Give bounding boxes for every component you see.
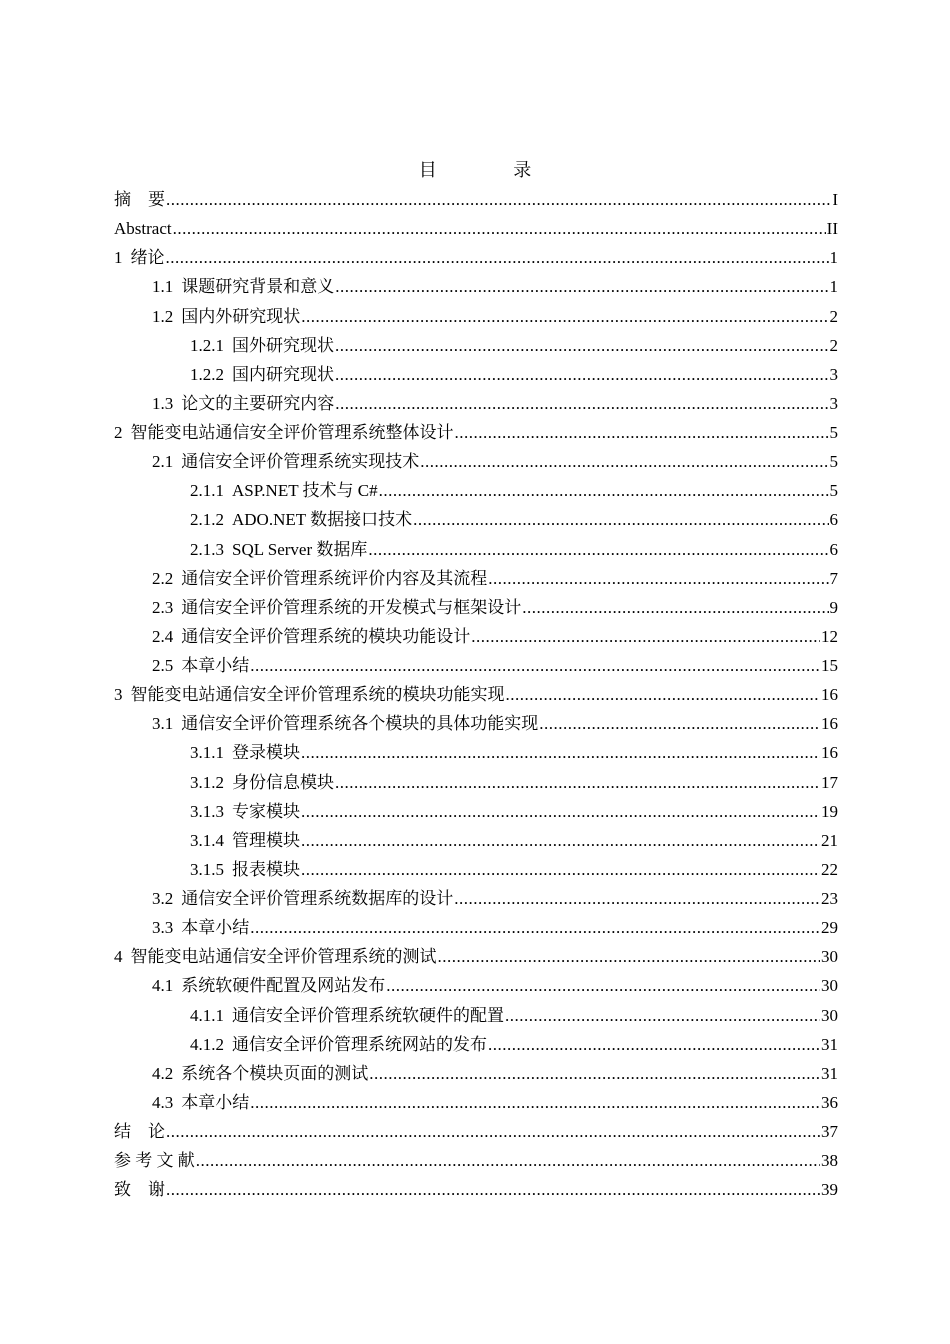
toc-dot-leader (301, 302, 828, 331)
toc-entry-label: 通信安全评价管理系统网站的发布 (232, 1034, 487, 1054)
toc-entry-label: 论文的主要研究内容 (181, 393, 335, 413)
toc-entry-label: 通信安全评价管理系统软硬件的配置 (232, 1005, 504, 1025)
toc-entry-number: 4.2 (152, 1063, 174, 1083)
toc-entry[interactable] (114, 564, 838, 593)
toc-dot-leader (250, 913, 820, 942)
toc-dot-leader (386, 971, 820, 1000)
toc-dot-leader (301, 826, 820, 855)
toc-entry-label: 系统各个模块页面的测试 (181, 1063, 369, 1083)
toc-dot-leader (166, 1175, 820, 1204)
toc-entry-page: 16 (821, 685, 838, 705)
toc-entry-label: 通信安全评价管理系统的模块功能设计 (181, 626, 471, 646)
toc-dot-leader (522, 593, 828, 622)
toc-entry-page: 23 (821, 889, 838, 908)
toc-entry-page: II (826, 219, 838, 239)
toc-entry-label: Abstract (114, 219, 172, 239)
toc-dot-leader (196, 1146, 820, 1175)
toc-entry-label: 绪论 (130, 248, 165, 268)
toc-entry-number: 2.2 (152, 568, 174, 588)
toc-entry[interactable] (114, 272, 838, 301)
toc-entry[interactable] (114, 1146, 838, 1175)
toc-entry-number: 4 (114, 947, 123, 967)
toc-dot-leader (335, 272, 828, 301)
toc-entry[interactable] (114, 331, 838, 360)
toc-entry[interactable] (114, 360, 838, 389)
toc-entry-label: 专家模块 (232, 801, 300, 821)
toc-entry-label: 国内外研究现状 (181, 306, 301, 326)
toc-entry-page: 37 (821, 1122, 838, 1141)
toc-entry-page: 3 (829, 364, 838, 384)
toc-entry-page: 5 (829, 452, 838, 472)
toc-dot-leader (301, 738, 820, 767)
toc-entry-label: 通信安全评价管理系统数据库的设计 (181, 889, 454, 908)
toc-entry[interactable] (114, 855, 838, 884)
toc-dot-leader (301, 855, 820, 884)
toc-entry-number: 2.1.2 (190, 510, 224, 530)
toc-entry-label: 系统软硬件配置及网站发布 (181, 976, 386, 996)
toc-entry[interactable] (114, 214, 838, 243)
toc-entry[interactable] (114, 389, 838, 418)
toc-entry[interactable] (114, 826, 838, 855)
toc-entry-page: 12 (821, 626, 838, 646)
toc-dot-leader (335, 360, 829, 389)
toc-entry[interactable] (114, 505, 838, 534)
toc-entry-page: 2 (829, 306, 838, 326)
toc-entry-page: I (832, 190, 838, 209)
toc-entry-page: 38 (821, 1151, 838, 1171)
toc-entry[interactable] (114, 1088, 838, 1117)
toc-entry-number: 3.1.3 (190, 801, 224, 821)
toc-entry[interactable] (114, 913, 838, 942)
toc-entry[interactable] (114, 1117, 838, 1146)
toc-entry-page: 6 (829, 539, 838, 559)
toc-entry-label: 本章小结 (181, 1092, 250, 1112)
toc-entry[interactable] (114, 942, 838, 971)
toc-dot-leader (471, 622, 820, 651)
toc-dot-leader (488, 1030, 820, 1059)
toc-entry-page: 1 (829, 248, 838, 268)
toc-entry-label: 结 论 (114, 1122, 165, 1141)
toc-entry-page: 16 (821, 743, 838, 763)
toc-entry-label: 报表模块 (232, 859, 300, 879)
toc-entry[interactable] (114, 1059, 838, 1088)
toc-entry-page: 19 (821, 801, 838, 821)
toc-entry-number: 4.1.2 (190, 1034, 224, 1054)
toc-dot-leader (335, 768, 820, 797)
toc-entry[interactable] (114, 1175, 838, 1204)
toc-dot-leader (166, 185, 831, 214)
toc-entry-page: 29 (821, 918, 838, 938)
toc-entry[interactable] (114, 680, 838, 709)
toc-dot-leader (438, 942, 821, 971)
toc-entry[interactable] (114, 593, 838, 622)
toc-entry-page: 17 (821, 772, 838, 792)
toc-entry-page: 16 (821, 714, 838, 734)
toc-entry-number: 1.2 (152, 306, 174, 326)
toc-entry-number: 2 (114, 423, 123, 442)
toc-dot-leader (488, 564, 828, 593)
toc-dot-leader (368, 535, 828, 564)
toc-entry[interactable] (114, 447, 838, 476)
toc-entry-label: 致 谢 (114, 1180, 165, 1200)
toc-entry-number: 2.1.1 (190, 481, 224, 501)
toc-entry-label: 通信安全评价管理系统实现技术 (181, 452, 420, 472)
toc-entry[interactable] (114, 622, 838, 651)
toc-entry-label: 智能变电站通信安全评价管理系统整体设计 (130, 423, 454, 442)
toc-dot-leader (455, 418, 829, 447)
toc-entry-number: 2.1.3 (190, 539, 224, 559)
toc-entry-label: 通信安全评价管理系统评价内容及其流程 (181, 568, 488, 588)
toc-dot-leader (420, 447, 828, 476)
toc-entry-label: 登录模块 (232, 743, 300, 763)
toc-entry-number: 3.1.2 (190, 772, 224, 792)
toc-entry-number: 3.1.5 (190, 859, 224, 879)
toc-entry-label: 智能变电站通信安全评价管理系统的测试 (130, 947, 437, 967)
toc-entry-page: 30 (821, 1005, 838, 1025)
toc-entry[interactable] (114, 418, 838, 447)
toc-entry[interactable] (114, 738, 838, 767)
toc-entry-page: 30 (821, 976, 838, 996)
toc-dot-leader (413, 505, 828, 534)
toc-entry-page: 3 (829, 393, 838, 413)
toc-entry-page: 7 (829, 568, 838, 588)
toc-entry-number: 1.3 (152, 393, 174, 413)
toc-dot-leader (250, 651, 820, 680)
toc-entry-page: 2 (829, 335, 838, 355)
toc-entry-number: 1.2.2 (190, 364, 224, 384)
toc-dot-leader (301, 797, 820, 826)
toc-entry[interactable] (114, 884, 838, 913)
toc-entry-number: 3.1 (152, 714, 174, 734)
toc-entry[interactable] (114, 709, 838, 738)
toc-entry-number: 4.1 (152, 976, 174, 996)
toc-entry-number: 3.1.1 (190, 743, 224, 763)
toc-entry-label: ASP.NET 技术与 C# (232, 481, 378, 501)
toc-entry-label: 管理模块 (232, 830, 300, 850)
toc-entry-number: 4.1.1 (190, 1005, 224, 1025)
toc-entry-page: 1 (829, 277, 838, 297)
toc-entry-number: 2.4 (152, 626, 174, 646)
toc-dot-leader (173, 214, 826, 243)
toc-entry-label: 课题研究背景和意义 (181, 277, 335, 297)
toc-list (114, 185, 838, 1204)
toc-entry[interactable] (114, 535, 838, 564)
toc-dot-leader (379, 476, 829, 505)
toc-entry-number: 2.1 (152, 452, 174, 472)
toc-entry-page: 5 (829, 481, 838, 501)
toc-entry-label: 本章小结 (181, 918, 250, 938)
toc-entry-label: SQL Server 数据库 (232, 539, 368, 559)
toc-entry[interactable] (114, 1001, 838, 1030)
toc-entry-number: 4.3 (152, 1092, 174, 1112)
toc-entry-page: 39 (821, 1180, 838, 1200)
toc-entry[interactable] (114, 768, 838, 797)
toc-entry-page: 31 (821, 1063, 838, 1083)
toc-entry-number: 3.2 (152, 889, 174, 908)
toc-entry-label: 本章小结 (181, 656, 250, 675)
toc-entry[interactable] (114, 651, 838, 680)
toc-entry-number: 3.1.4 (190, 830, 224, 850)
toc-entry-page: 15 (821, 656, 838, 675)
toc-entry[interactable] (114, 243, 838, 272)
toc-dot-leader (505, 1001, 820, 1030)
toc-dot-leader (539, 709, 820, 738)
toc-entry[interactable] (114, 1030, 838, 1059)
toc-dot-leader (166, 243, 829, 272)
toc-entry-number: 3 (114, 685, 123, 705)
toc-dot-leader (506, 680, 821, 709)
toc-entry[interactable] (114, 476, 838, 505)
toc-dot-leader (335, 331, 829, 360)
toc-entry-number: 2.5 (152, 656, 174, 675)
toc-entry-page: 31 (821, 1034, 838, 1054)
toc-entry[interactable] (114, 797, 838, 826)
toc-entry-number: 1.1 (152, 277, 174, 297)
toc-entry[interactable] (114, 302, 838, 331)
toc-entry-number: 3.3 (152, 918, 174, 938)
toc-entry-label: 国内研究现状 (232, 364, 334, 384)
toc-entry-label: 国外研究现状 (232, 335, 334, 355)
toc-entry-number: 1 (114, 248, 123, 268)
toc-entry-number: 1.2.1 (190, 335, 224, 355)
toc-entry-page: 30 (821, 947, 838, 967)
toc-entry-label: 智能变电站通信安全评价管理系统的模块功能实现 (130, 685, 505, 705)
toc-entry-label: 通信安全评价管理系统各个模块的具体功能实现 (181, 714, 539, 734)
toc-entry-label: 通信安全评价管理系统的开发模式与框架设计 (181, 597, 522, 617)
toc-entry-label: 摘 要 (114, 190, 165, 209)
toc-entry[interactable] (114, 185, 838, 214)
toc-entry-page: 22 (821, 859, 838, 879)
toc-entry-label: 参 考 文 献 (114, 1151, 195, 1171)
toc-entry-page: 5 (829, 423, 838, 442)
toc-dot-leader (454, 884, 820, 913)
toc-entry-page: 6 (829, 510, 838, 530)
toc-entry-page: 21 (821, 830, 838, 850)
toc-dot-leader (335, 389, 828, 418)
toc-dot-leader (250, 1088, 820, 1117)
toc-entry-label: ADO.NET 数据接口技术 (232, 510, 413, 530)
toc-entry-label: 身份信息模块 (232, 772, 334, 792)
toc-dot-leader (166, 1117, 820, 1146)
toc-entry-page: 36 (821, 1092, 838, 1112)
toc-dot-leader (369, 1059, 820, 1088)
toc-title: 目 录 (418, 160, 568, 180)
toc-entry-number: 2.3 (152, 597, 174, 617)
toc-entry[interactable] (114, 971, 838, 1000)
toc-entry-page: 9 (829, 597, 838, 617)
